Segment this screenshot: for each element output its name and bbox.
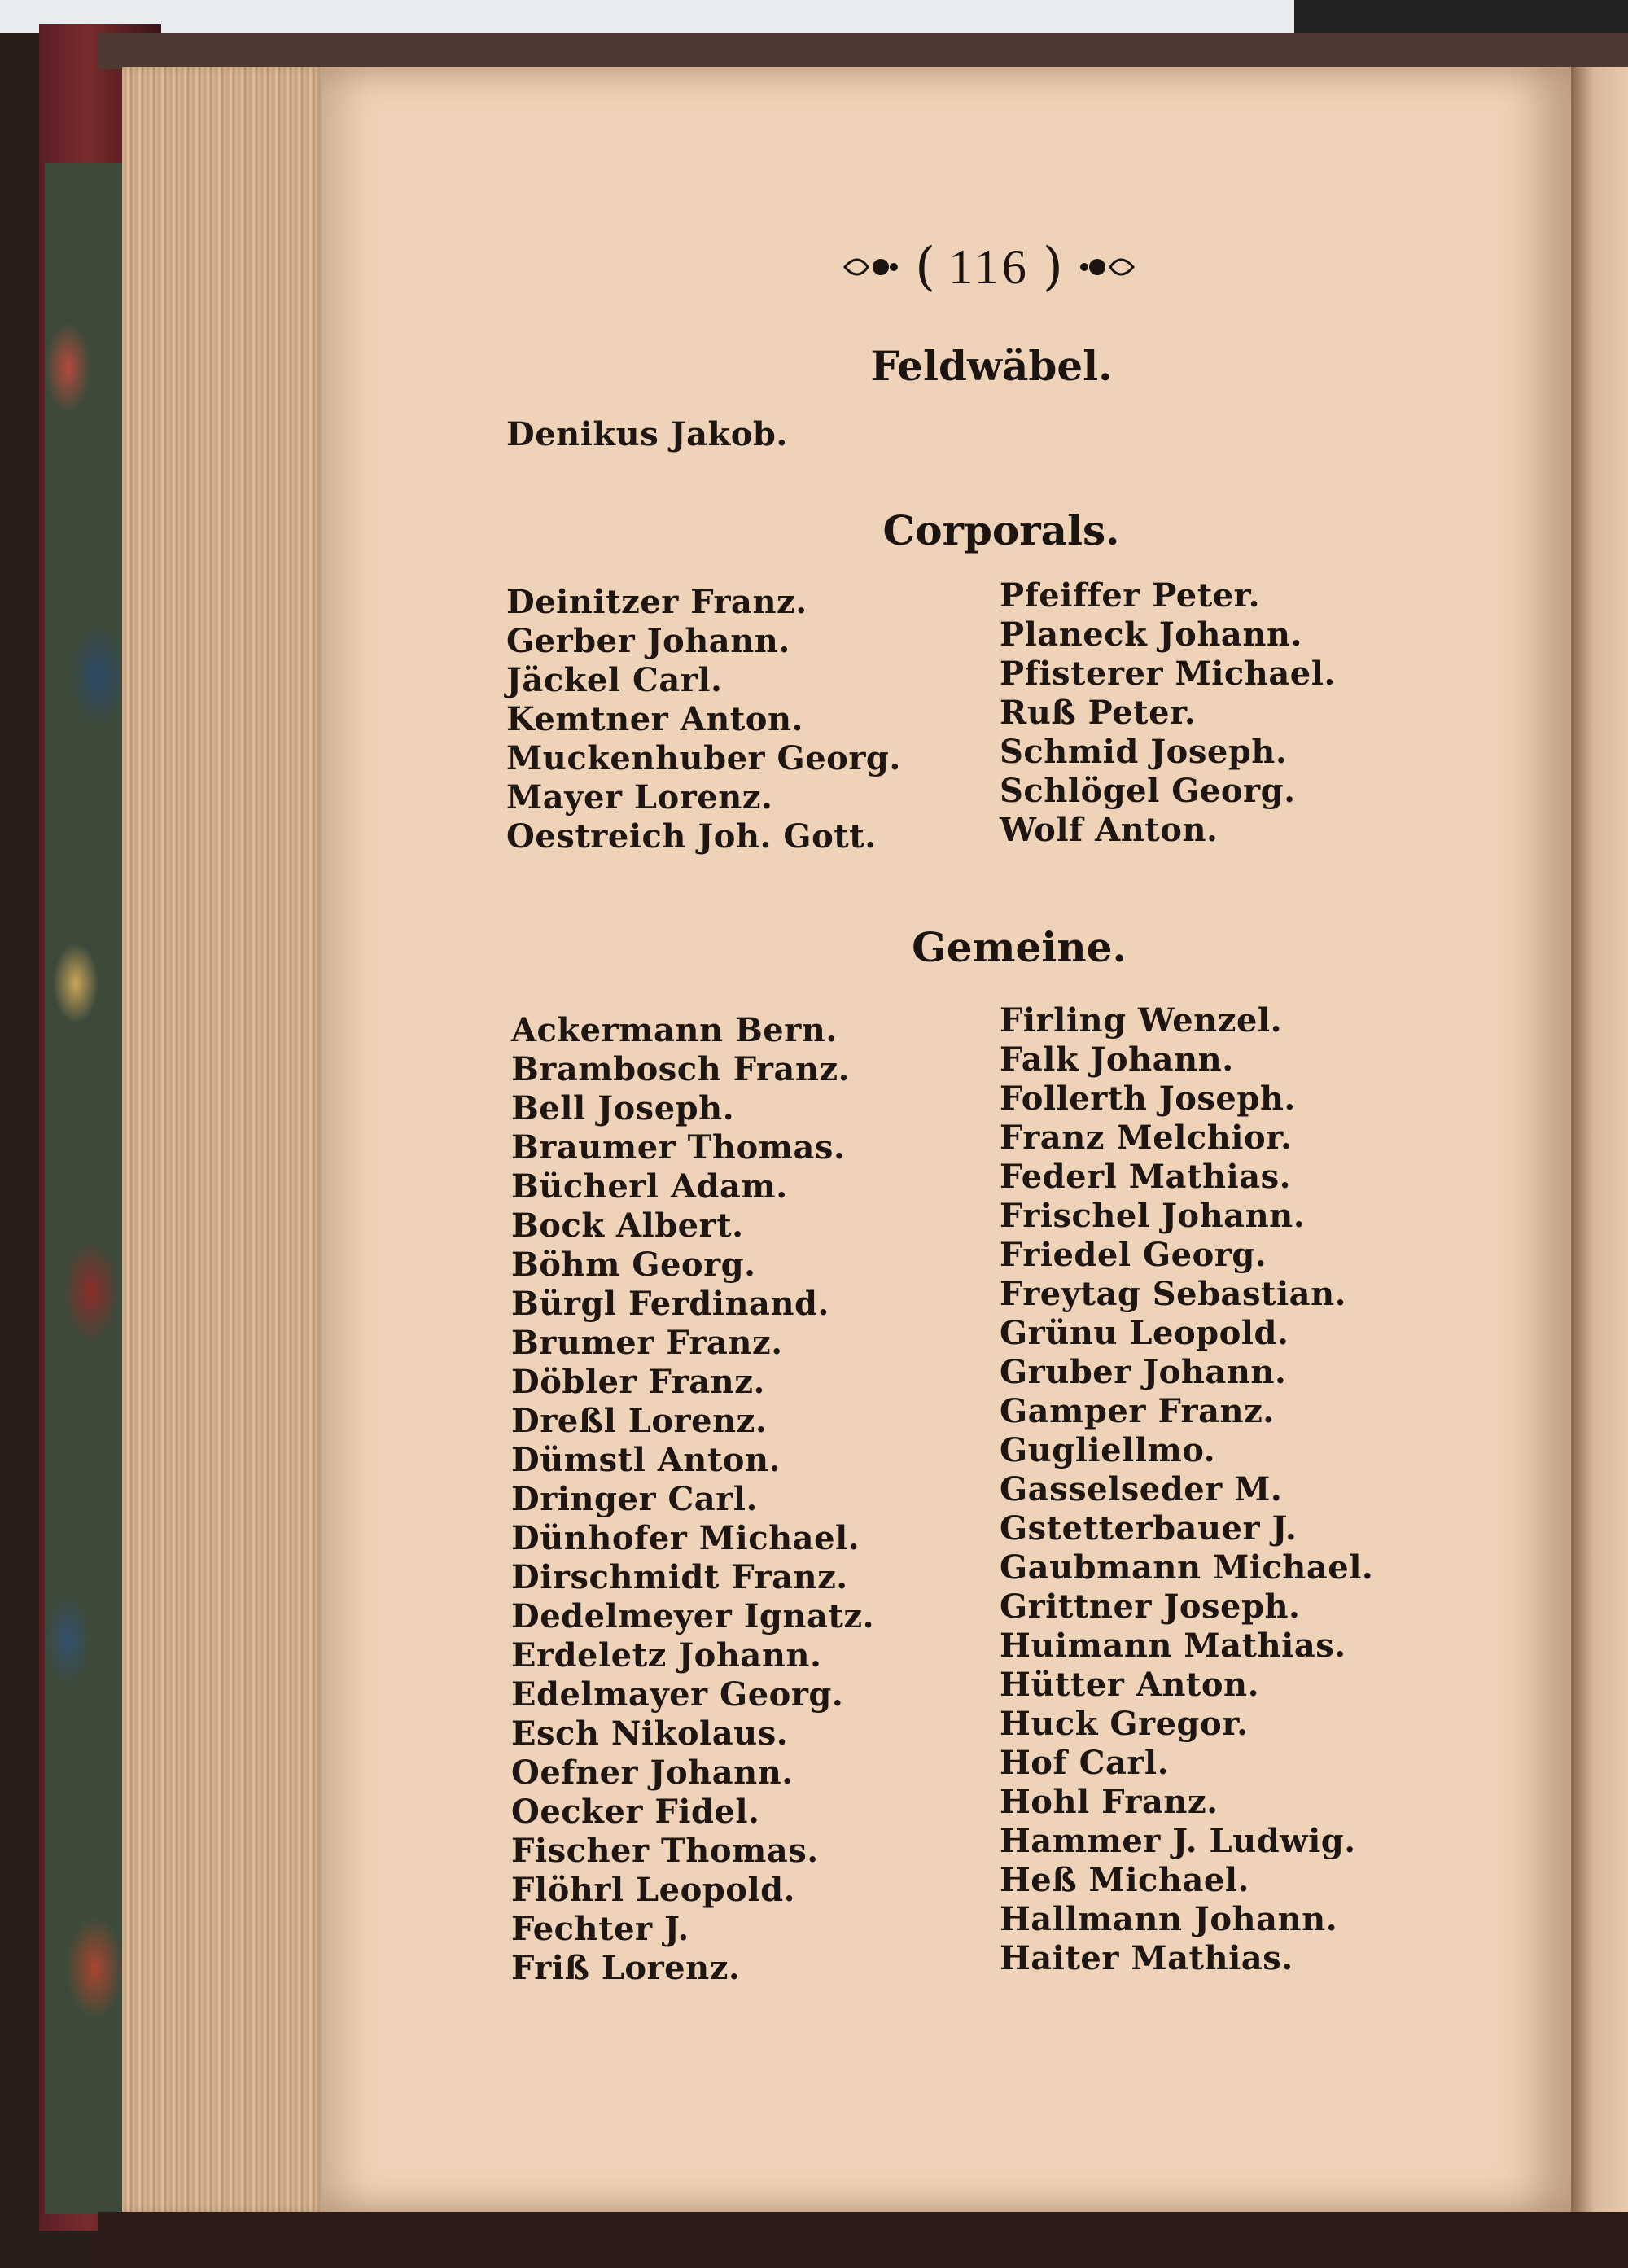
list-item: Bürgl Ferdinand.: [511, 1285, 829, 1323]
list-item: Bock Albert.: [511, 1206, 744, 1245]
list-item: Braumer Thomas.: [511, 1128, 846, 1167]
list-item: Federl Mathias.: [1000, 1158, 1292, 1196]
list-item: Pfisterer Michael.: [1000, 655, 1336, 693]
list-item: Ackermann Bern.: [511, 1011, 838, 1049]
list-item: Deinitzer Franz.: [506, 583, 807, 621]
list-item: Dedelmeyer Ignatz.: [511, 1597, 875, 1635]
list-item: Huck Gregor.: [1000, 1705, 1249, 1743]
list-item: Bücherl Adam.: [511, 1167, 788, 1206]
list-item: Mayer Lorenz.: [506, 778, 773, 817]
list-item: Oestreich Joh. Gott.: [506, 817, 877, 856]
list-item: Dreßl Lorenz.: [511, 1402, 768, 1440]
list-item: Franz Melchior.: [1000, 1119, 1293, 1157]
list-item: Edelmayer Georg.: [511, 1675, 844, 1714]
page-header: [814, 234, 1164, 300]
list-item: Esch Nikolaus.: [511, 1714, 789, 1753]
list-item: Gstetterbauer J.: [1000, 1509, 1298, 1548]
list-item: Erdeletz Johann.: [511, 1636, 822, 1675]
list-item: Hammer J. Ludwig.: [1000, 1822, 1356, 1860]
list-item: Brambosch Franz.: [511, 1050, 851, 1088]
list-item: Gerber Johann.: [506, 622, 790, 660]
feldwaebel-entry: Denikus Jakob.: [506, 415, 788, 453]
list-item: Ruß Peter.: [1000, 694, 1197, 732]
list-item: Gamper Franz.: [1000, 1392, 1275, 1430]
left-ornament-icon: [843, 251, 902, 283]
list-item: Gaubmann Michael.: [1000, 1548, 1374, 1587]
list-item: Hohl Franz.: [1000, 1783, 1219, 1821]
list-item: Friedel Georg.: [1000, 1236, 1267, 1274]
scan-dark-corner: [1294, 0, 1628, 33]
list-item: Gasselseder M.: [1000, 1470, 1283, 1508]
heading-corporals: Corporals.: [882, 506, 1120, 554]
list-item: Planeck Johann.: [1000, 615, 1302, 654]
page-number: 116: [948, 239, 1030, 294]
right-ornament-icon: [1076, 251, 1135, 283]
list-item: Hütter Anton.: [1000, 1666, 1260, 1704]
list-item: Muckenhuber Georg.: [506, 739, 901, 777]
list-item: Dümstl Anton.: [511, 1441, 781, 1479]
list-item: Oefner Johann.: [511, 1754, 794, 1792]
list-item: Gruber Johann.: [1000, 1353, 1287, 1391]
list-item: Hof Carl.: [1000, 1744, 1170, 1782]
book-cover-bottom: [98, 2212, 1628, 2268]
list-item: Follerth Joseph.: [1000, 1079, 1296, 1118]
list-item: Firling Wenzel.: [1000, 1001, 1283, 1040]
heading-gemeine: Gemeine.: [912, 923, 1127, 971]
list-item: Grünu Leopold.: [1000, 1314, 1289, 1352]
list-item: Huimann Mathias.: [1000, 1627, 1346, 1665]
facing-page-edge: [1571, 67, 1628, 2212]
list-item: Gugliellmo.: [1000, 1431, 1216, 1469]
list-item: Wolf Anton.: [1000, 811, 1219, 849]
list-item: Dünhofer Michael.: [511, 1519, 860, 1557]
list-item: Fechter J.: [511, 1910, 689, 1948]
list-item: Jäckel Carl.: [506, 661, 723, 699]
list-item: Haiter Mathias.: [1000, 1939, 1293, 1977]
list-item: Oecker Fidel.: [511, 1793, 760, 1831]
list-item: Grittner Joseph.: [1000, 1587, 1301, 1626]
list-item: Bell Joseph.: [511, 1089, 735, 1127]
list-item: Hallmann Johann.: [1000, 1900, 1338, 1938]
list-item: Brumer Franz.: [511, 1324, 783, 1362]
list-item: Dringer Carl.: [511, 1480, 758, 1518]
list-item: Dirschmidt Franz.: [511, 1558, 848, 1596]
list-item: Kemtner Anton.: [506, 700, 803, 738]
list-item: Böhm Georg.: [511, 1246, 756, 1284]
scan-background-top: [0, 0, 1628, 33]
gemeine-left-column: [511, 1011, 874, 1988]
heading-feldwaebel: Feldwäbel.: [870, 342, 1113, 390]
list-item: Heß Michael.: [1000, 1861, 1249, 1899]
list-item: Döbler Franz.: [511, 1363, 765, 1401]
list-item: Falk Johann.: [1000, 1040, 1234, 1079]
right-paren: ): [1042, 237, 1063, 297]
list-item: Schmid Joseph.: [1000, 733, 1288, 771]
left-paren: (: [915, 237, 936, 297]
corporals-right-column: [1000, 576, 1336, 850]
page-edges-stack: [122, 67, 326, 2212]
list-item: Schlögel Georg.: [1000, 772, 1296, 810]
marbled-endpaper: [45, 163, 122, 2214]
gemeine-right-column: [1000, 1001, 1373, 1978]
book-cover-top: [98, 33, 1628, 69]
list-item: Fischer Thomas.: [511, 1832, 819, 1870]
list-item: Freytag Sebastian.: [1000, 1275, 1347, 1313]
list-item: Pfeiffer Peter.: [1000, 576, 1260, 615]
corporals-left-column: [506, 583, 901, 856]
list-item: Frischel Johann.: [1000, 1197, 1306, 1235]
list-item: Friß Lorenz.: [511, 1949, 741, 1987]
list-item: Flöhrl Leopold.: [511, 1871, 796, 1909]
